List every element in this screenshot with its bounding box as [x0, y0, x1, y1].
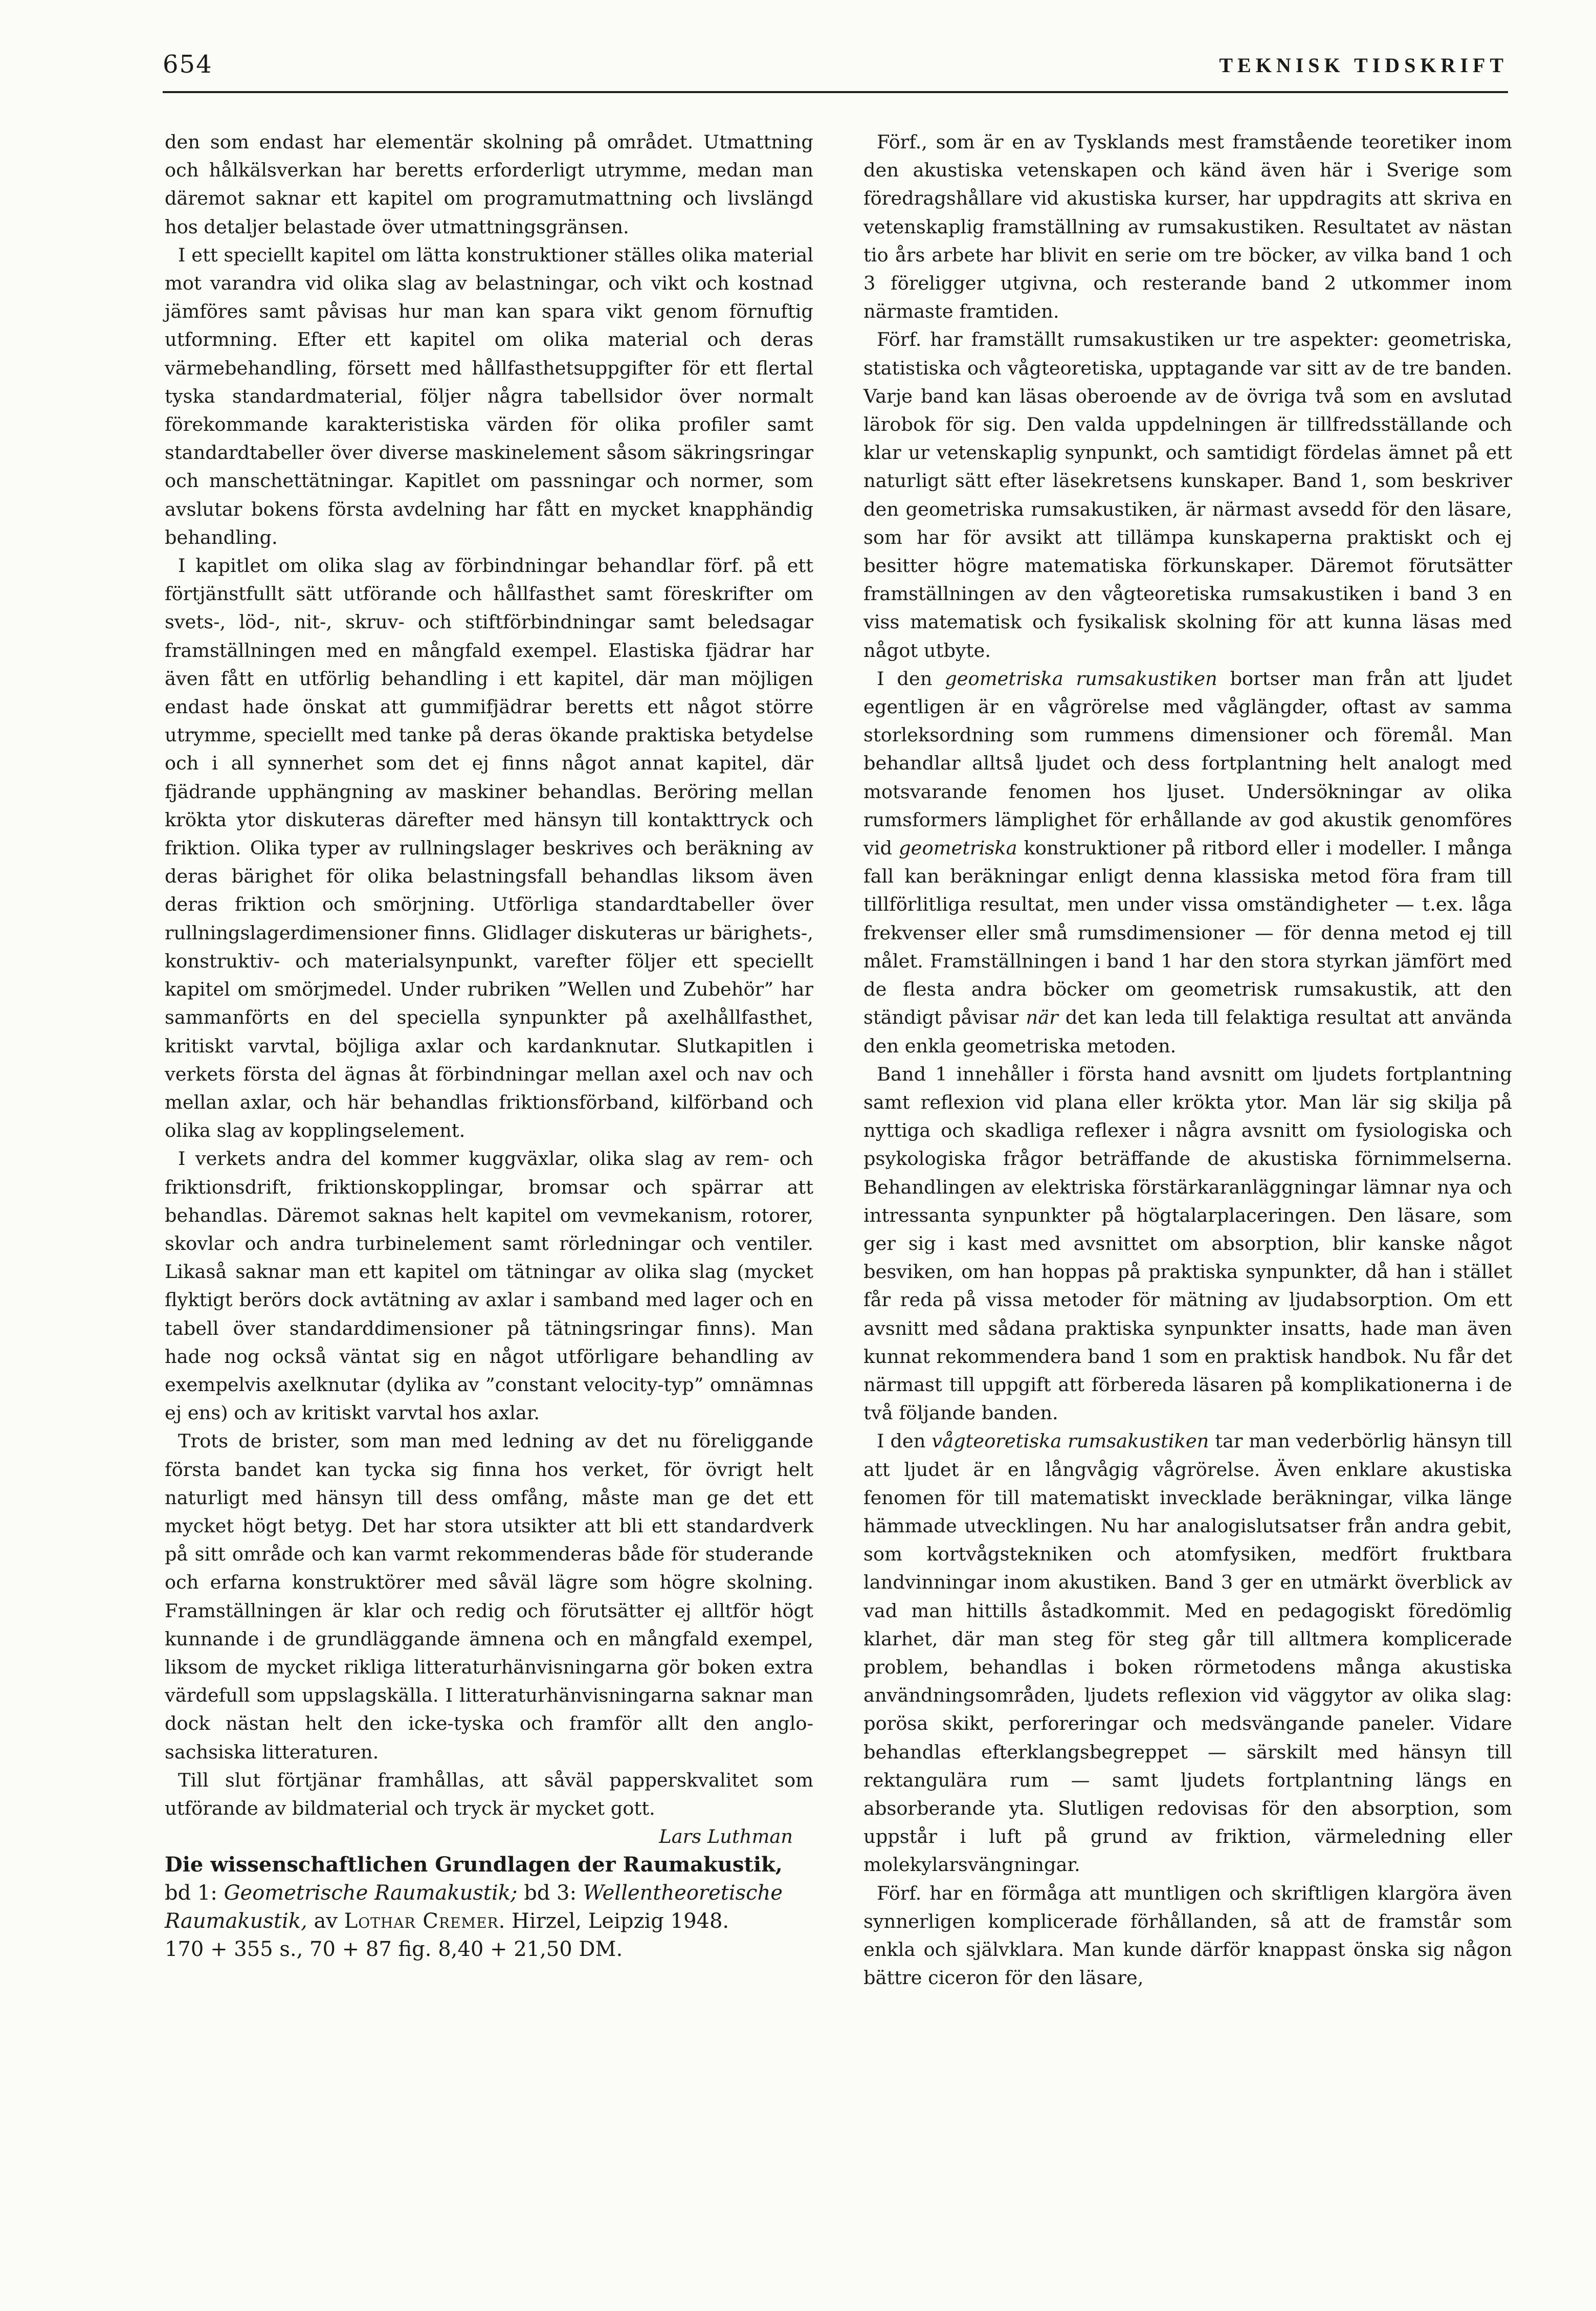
paragraph: [863, 1427, 1512, 1879]
book-title: Die wissenschaftlichen Grundlagen der Raumakustik,: [165, 1853, 783, 1877]
book-review-heading: [165, 1851, 813, 1964]
left-column: [165, 128, 813, 1964]
paragraph: Till slut förtjänar framhållas, att såväl papperskvalitet som utförande av bildmaterial och tryck är mycket gott.: [165, 1769, 813, 1819]
page-number: 654: [163, 50, 213, 79]
emphasis: vågteoretiska rumsakustiken: [932, 1430, 1209, 1452]
text-run: konstruktioner på ritbord eller i modeller. I många fall kan beräkningar enligt denna klassiska metod föra fram till tillförlitliga resultat, men under vissa omständigheter — t.ex. låga frekvenser eller små rumsdimensioner — för denna metod ej till målet. Framställningen i band 1 har den stora styrkan jämfört med de flesta andra böcker om geometrisk rumsakustik, att den ständigt påvisar: [863, 837, 1513, 1029]
page-header: [163, 45, 1508, 93]
band3-prefix: bd 3:: [517, 1881, 583, 1905]
text-run: bortser man från att ljudet egentligen är en vågrörelse med våglängder, oftast av samma storleksordning som rummens dimensioner och föremål. Man behandlar alltså ljudet och dess fortplantning helt analogt med motsvarande fenomen hos ljuset. Undersökningar av olika rumsformers lämplighet för erhållande av god akustik genomföres vid: [863, 667, 1512, 860]
paragraph: Förf., som är en av Tysklands mest framstående teoretiker inom den akustiska vetenskapen och känd även här i Sverige som föredragshållare vid akustiska kurser, har uppdragits att skriva en vetenskaplig framställning av rumsakustiken. Resultatet av nästan tio års arbete har blivit en serie om tre böcker, av vilka band 1 och 3 föreligger utgivna, och resterande band 2 utkommer inom närmaste framtiden.: [863, 131, 1512, 323]
paragraph: Förf. har framställt rumsakustiken ur tre aspekter: geometriska, statistiska och vågteoretiska, upptagande var sitt av de tre banden. Varje band kan läsas oberoende av de övriga två som en avslutad lärobok för sig. Den valda uppdelningen är tillfredsställande och klar ur vetenskaplig synpunkt, och samtidigt fördelas ämnet på ett naturligt sätt efter läsekretsens kunskaper. Band 1, som beskriver den geometriska rumsakustiken, är närmast avsedd för den läsare, som har för avsikt att tillämpa kunskaperna praktiskt och ej besitter högre matematiska förkunskaper. Däremot förutsätter framställningen av den vågteoretiska rumsakustiken i band 3 en viss matematisk och fysikalisk skolning för att kunna läsas med något utbyte.: [863, 328, 1512, 662]
emphasis: geometriska rumsakustiken: [945, 667, 1217, 690]
paragraph: I kapitlet om olika slag av förbindningar behandlar förf. på ett förtjänstfullt sätt utförande och hållfasthet samt föreskrifter om svets-, löd-, nit-, skruv- och stiftförbindningar samt beledsagar framställningen med en mångfald exempel. Elastiska fjädrar har även fått en utförlig behandling i ett kapitel, där man möjligen endast hade önskat att gummifjädrar beretts ett något större utrymme, speciellt med tanke på deras ökande praktiska betydelse och i all synnerhet som det ej finns något annat kapitel, där fjädrande upphängning av maskiner behandlas. Beröring mellan krökta ytor diskuteras därefter med hänsyn till kontakttryck och friktion. Olika typer av rullningslager beskrives och beräkning av deras bärighet för olika belastningsfall behandlas liksom även deras friktion och smörjning. Utförliga standardtabeller över rullningslagerdimensioner finns. Glidlager diskuteras ur bärighets-, konstruktiv- och materialsynpunkt, varefter följer ett speciellt kapitel om smörjmedel. Under rubriken ”Wellen und Zubehör” har sammanförts en del speciella synpunkter på axelhållfasthet, kritiskt varvtal, böjliga axlar och kardanknutar. Slutkapitlen i verkets första del ägnas åt förbindningar mellan axel och nav och mellan axlar, och här behandlas friktionsförband, kilförband och olika slag av kopplingselement.: [165, 555, 813, 1142]
reviewer-signature: Lars Luthman: [659, 1825, 793, 1848]
right-column: [863, 128, 1512, 1992]
text-run: det kan leda till felaktiga resultat att använda den enkla geometriska metoden.: [863, 1006, 1512, 1057]
journal-title: TEKNISK TIDSKRIFT: [1219, 54, 1508, 77]
emphasis: när: [1026, 1006, 1058, 1029]
band1-prefix: bd 1:: [165, 1881, 224, 1905]
band1-title: Geometrische Raumakustik;: [224, 1881, 518, 1905]
book-details: 170 + 355 s., 70 + 87 fig. 8,40 + 21,50 DM.: [165, 1938, 623, 1962]
text-run: tar man vederbörlig hänsyn till att ljudet är en långvågig vågrörelse. Även enklare akustiska fenomen för till matematiskt invecklade beräkningar, vilka länge hämmade utvecklingen. Nu har analogislutsatser från andra gebit, som kortvågstekniken och atomfysiken, medfört fruktbara landvinningar inom akustiken. Band 3 ger en utmärkt överblick av vad man hittills åstadkommit. Med en pedagogiskt föredömlig klarhet, där man steg för steg går till alltmera komplicerade problem, behandlas i boken rörmetodens många akustiska användningsområden, ljudets reflexion vid väggytor av olika slag: porösa skikt, perforeringar och medsvängande paneler. Vidare behandlas efterklangsbegreppet — särskilt med hänsyn till rektangulära rum — samt ljudets fortplantning längs en absorberande yta. Slutligen redovisas för den absorption, som uppstår i luft på grund av friktion, värmeledning eller molekylarsvängningar.: [863, 1430, 1512, 1876]
paragraph: Band 1 innehåller i första hand avsnitt om ljudets fortplantning samt reflexion vid plana eller krökta ytor. Man lär sig skilja på nyttiga och skadliga reflexer i några avsnitt om fysiologiska och psykologiska frågor beträffande de akustiska förnimmelserna. Behandlingen av elektriska förstärkaranläggningar lämnar nya och intressanta synpunkter på högtalarplaceringen. Den läsare, som ger sig i kast med avsnittet om absorption, blir kanske något besviken, om han hoppas på praktiska synpunkter, då han i stället får reda på vissa metoder för mätning av ljudabsorption. Om ett avsnitt med sådana praktiska synpunkter insatts, hade man även kunnat rekommendera band 1 som en praktisk handbok. Nu får det närmast till uppgift att förbereda läsaren på komplikationerna i de två följande banden.: [863, 1063, 1512, 1424]
paragraph: I verkets andra del kommer kuggväxlar, olika slag av rem- och friktionsdrift, friktionskopplingar, bromsar och spärrar att behandlas. Däremot saknas helt kapitel om vevmekanism, rotorer, skovlar och andra turbinelement samt rörledningar och ventiler. Likaså saknar man ett kapitel om tätningar av olika slag (mycket flyktigt berörs dock avtätning av axlar i samband med lager och en tabell över standarddimensioner på tätningsringar finns). Man hade nog också väntat sig en något utförligare behandling av exempelvis axelknutar (dylika av ”constant velocity-typ” omnämnas ej ens) och av kritiskt varvtal hos axlar.: [165, 1148, 813, 1424]
author-prefix: av: [307, 1909, 344, 1933]
paragraph: Trots de brister, som man med ledning av det nu föreliggande första bandet kan tycka sig finna hos verket, för övrigt helt naturligt med hänsyn till dess omfång, måste man ge det ett mycket högt betyg. Det har stora utsikter att bli ett standardverk på sitt område och kan varmt rekommenderas både för studerande och erfarna konstruktörer med såväl lägre som högre skolning. Framställningen är klar och redig och förutsätter ej alltför högt kunnande i de grundläggande ämnena och en mångfald exempel, liksom de mycket rikliga litteraturhänvisningarna gör boken extra värdefull som uppslagskälla. I litteraturhänvisningarna saknar man dock nästan helt den icke-tyska och framför allt den anglo-sachsiska litteraturen.: [165, 1430, 813, 1763]
text-run: I den: [877, 667, 945, 690]
paragraph: I ett speciellt kapitel om lätta konstruktioner ställes olika material mot varandra vid olika slag av belastningar, och vikt och kostnad jämföres samt påvisas hur man kan spara vikt genom förnuftig utformning. Efter ett kapitel om olika material och deras värmebehandling, försett med hållfasthetsuppgifter för ett flertal tyska standardmaterial, följer några tabellsidor över normalt förekommande karakteristiska värden för olika profiler samt standardtabeller över diverse maskinelement såsom säkringsringar och manschettätningar. Kapitlet om passningar och normer, som avslutar bokens första avdelning har fått en mycket knapphändig behandling.: [165, 244, 813, 548]
text-run: I den: [877, 1430, 932, 1452]
book-publisher: . Hirzel, Leipzig 1948.: [498, 1909, 729, 1933]
paragraph: Förf. har en förmåga att muntligen och skriftligen klargöra även synnerligen komplicerade förhållanden, så att de framstår som enkla och självklara. Man kunde därför knappast önska sig någon bättre ciceron för den läsare,: [863, 1882, 1512, 1989]
paragraph: [863, 665, 1512, 1060]
emphasis: geometriska: [899, 837, 1017, 860]
band3-title: Wellentheoretische Raumakustik,: [165, 1881, 783, 1933]
book-author: Lothar Cremer: [344, 1909, 499, 1933]
paragraph: den som endast har elementär skolning på området. Utmattning och hålkälsverkan har beretts erforderligt utrymme, medan man däremot saknar ett kapitel om programutmattning och livslängd hos detaljer belastade över utmattningsgränsen.: [165, 131, 813, 238]
